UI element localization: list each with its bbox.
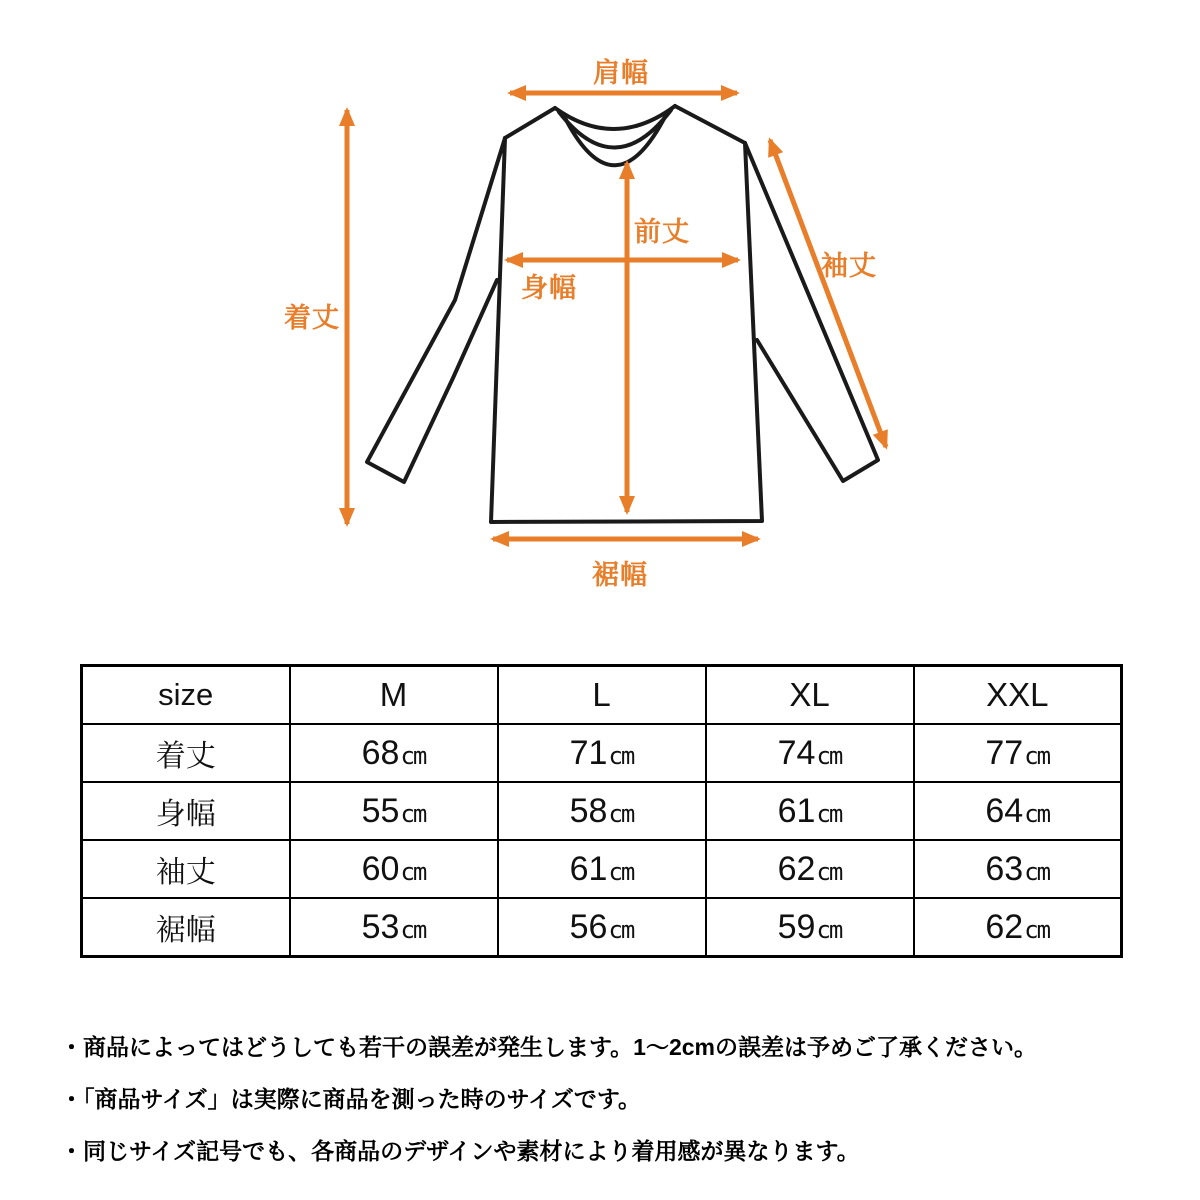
left-sleeve-outline: [367, 138, 505, 482]
table-row-body-width: [82, 782, 1122, 840]
table-cell: 63cm: [914, 840, 1122, 898]
right-shoulder-line: [675, 106, 745, 143]
table-cell: 62cm: [706, 840, 914, 898]
sleeve-length-arrow: [770, 140, 886, 447]
size-chart-table: [80, 664, 1123, 958]
table-cell: 58cm: [498, 782, 706, 840]
row-label: 身幅: [82, 782, 290, 840]
table-cell: 61cm: [498, 840, 706, 898]
footnotes: [60, 1036, 1160, 1192]
table-cell: 71cm: [498, 724, 706, 782]
row-label: 袖丈: [82, 840, 290, 898]
table-cell: 64cm: [914, 782, 1122, 840]
table-cell: 56cm: [498, 898, 706, 957]
note-line: ・商品によってはどうしても若干の誤差が発生します。1～2cmの誤差は予めご了承ください。: [60, 1034, 1037, 1060]
table-row-sleeve-length: [82, 840, 1122, 898]
column-header-xl: XL: [706, 666, 914, 725]
note-line: ・「商品サイズ」は実際に商品を測った時のサイズです。: [60, 1086, 641, 1112]
measurement-arrows: [347, 93, 886, 539]
note-line: ・同じサイズ記号でも、各商品のデザインや素材により着用感が異なります。: [60, 1138, 860, 1164]
table-row-garment-length: [82, 724, 1122, 782]
column-header-l: L: [498, 666, 706, 725]
shoulder-width-label: 肩幅: [593, 58, 649, 88]
sleeve-length-label: 袖丈: [821, 251, 877, 281]
row-label: 裾幅: [82, 898, 290, 957]
left-shoulder-line: [505, 108, 555, 138]
table-cell: 74cm: [706, 724, 914, 782]
row-label: 着丈: [82, 724, 290, 782]
shirt-outline-icon: [367, 106, 878, 522]
column-header-size: size: [82, 666, 290, 725]
table-header-row: [82, 666, 1122, 725]
garment-length-label: 着丈: [284, 303, 340, 333]
table-row-hem-width: [82, 898, 1122, 957]
body-width-label: 身幅: [521, 273, 577, 303]
right-sleeve-outline: [745, 143, 878, 481]
table-cell: 62cm: [914, 898, 1122, 957]
table-cell: 61cm: [706, 782, 914, 840]
column-header-xxl: XXL: [914, 666, 1122, 725]
table-cell: 60cm: [290, 840, 498, 898]
front-length-label: 前丈: [634, 217, 690, 247]
table-cell: 55cm: [290, 782, 498, 840]
table-cell: 59cm: [706, 898, 914, 957]
hem-width-label: 裾幅: [592, 560, 648, 590]
column-header-m: M: [290, 666, 498, 725]
table-cell: 68cm: [290, 724, 498, 782]
table-cell: 77cm: [914, 724, 1122, 782]
table-cell: 53cm: [290, 898, 498, 957]
